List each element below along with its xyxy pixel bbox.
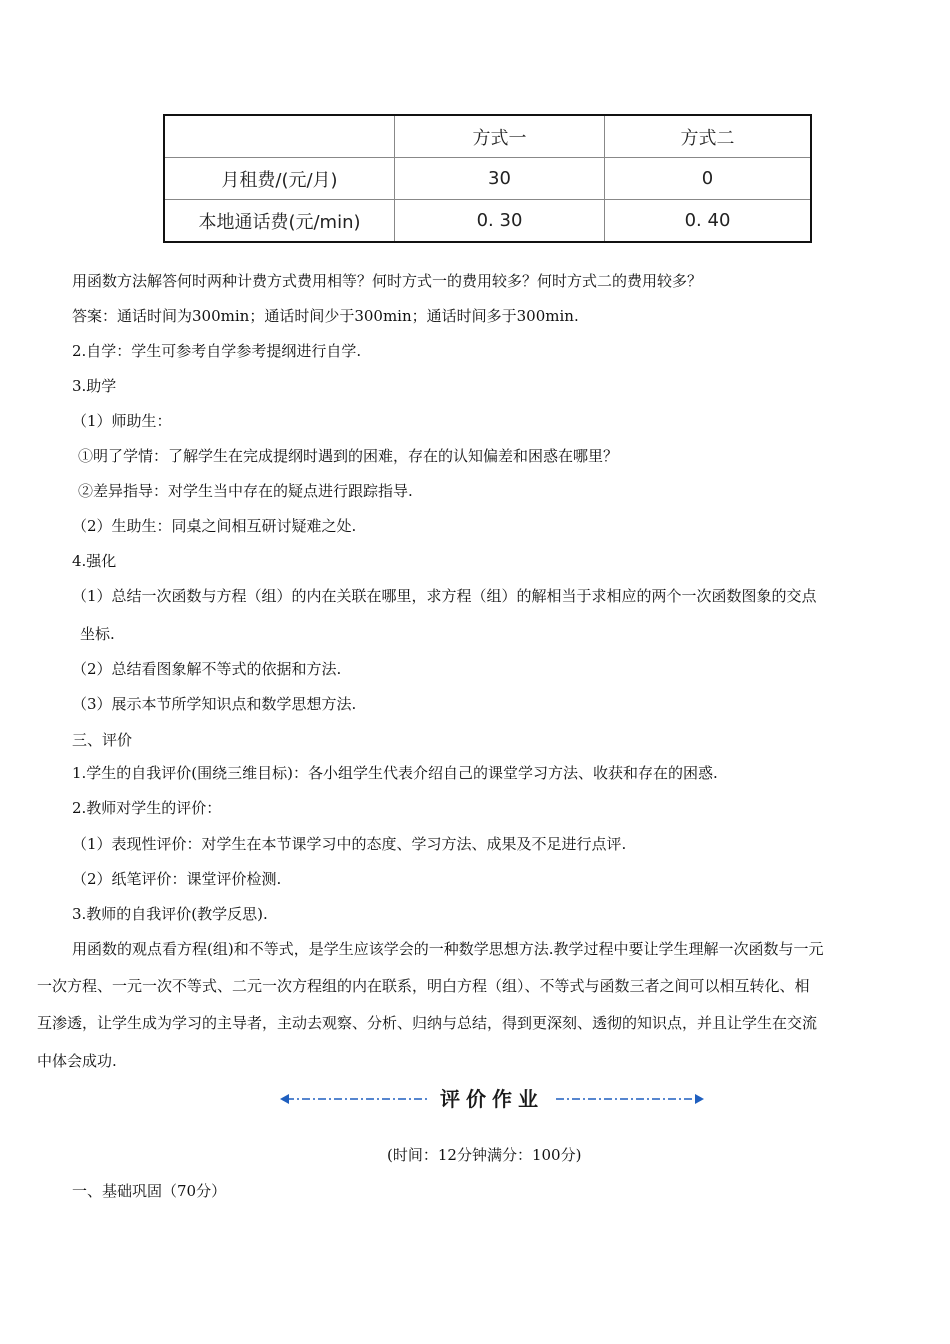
eval-item: 3.教师的自我评价(教学反思).: [72, 905, 268, 923]
eval-item: 2.教师对学生的评价：: [72, 799, 222, 817]
table-header-cell: 方式二: [605, 115, 812, 158]
section-heading-banner: [280, 1086, 704, 1112]
eval-sub-item: （1）表现性评价：对学生在本节课学习中的态度、学习方法、成果及不足进行点评.: [72, 835, 627, 853]
time-note: (时间：12分钟满分：100分): [387, 1146, 582, 1164]
sub-item: ②差异指导：对学生当中存在的疑点进行跟踪指导.: [78, 482, 413, 500]
answer-text: 答案：通话时间为300min；通话时间少于300min；通话时间多于300min.: [72, 307, 579, 325]
sub-item: （3）展示本节所学知识点和数学思想方法.: [72, 695, 357, 713]
table-cell: 0. 30: [395, 200, 605, 243]
step-reinforce: 4.强化: [72, 552, 117, 570]
sub-item: （1）师助生：: [72, 412, 172, 430]
table-row: [164, 158, 811, 200]
table-cell: 本地通话费(元/min): [164, 200, 395, 243]
eval-sub-item: （2）纸笔评价：课堂评价检测.: [72, 870, 282, 888]
part-one-title: 一、基础巩固（70分）: [72, 1182, 227, 1200]
table-row: [164, 200, 811, 243]
fee-comparison-table: [163, 114, 812, 243]
step-self-study: 2.自学：学生可参考自学参考提纲进行自学.: [72, 342, 362, 360]
table-cell: 0: [605, 158, 812, 200]
sub-item: ①明了学情：了解学生在完成提纲时遇到的困难，存在的认知偏差和困惑在哪里？: [78, 447, 619, 465]
sub-item: （2）总结看图象解不等式的依据和方法.: [72, 660, 342, 678]
reflection-paragraph: 互渗透，让学生成为学习的主导者，主动去观察、分析、归纳与总结，得到更深刻、透彻的知识点，并且让学生在交流: [37, 1014, 818, 1032]
table-header-cell: [164, 115, 395, 158]
sub-item-continued: 坐标.: [80, 625, 115, 643]
eval-item: 1.学生的自我评价(围绕三维目标)：各小组学生代表介绍自己的课堂学习方法、收获和存在的困惑.: [72, 764, 718, 782]
sub-item: （2）生助生：同桌之间相互研讨疑难之处.: [72, 517, 357, 535]
table-cell: 0. 40: [605, 200, 812, 243]
question-text: 用函数方法解答何时两种计费方式费用相等？何时方式一的费用较多？何时方式二的费用较多？: [72, 272, 703, 290]
section-heading: 评价作业: [440, 1087, 544, 1111]
table-cell: 30: [395, 158, 605, 200]
reflection-paragraph: 一次方程、一元一次不等式、二元一次方程组的内在联系，明白方程（组）、不等式与函数三者之间可以相互转化、相: [37, 977, 810, 995]
reflection-paragraph: 用函数的观点看方程(组)和不等式，是学生应该学会的一种数学思想方法.教学过程中要让学生理解一次函数与一元: [72, 940, 824, 958]
table-header-row: [164, 115, 811, 158]
table-cell: 月租费/(元/月): [164, 158, 395, 200]
step-assist: 3.助学: [72, 377, 117, 395]
table-header-cell: 方式一: [395, 115, 605, 158]
sub-item: （1）总结一次函数与方程（组）的内在关联在哪里，求方程（组）的解相当于求相应的两个一次函数图象的交点: [72, 587, 817, 605]
reflection-paragraph: 中体会成功.: [37, 1052, 117, 1070]
section-title-evaluation: 三、评价: [72, 731, 133, 749]
